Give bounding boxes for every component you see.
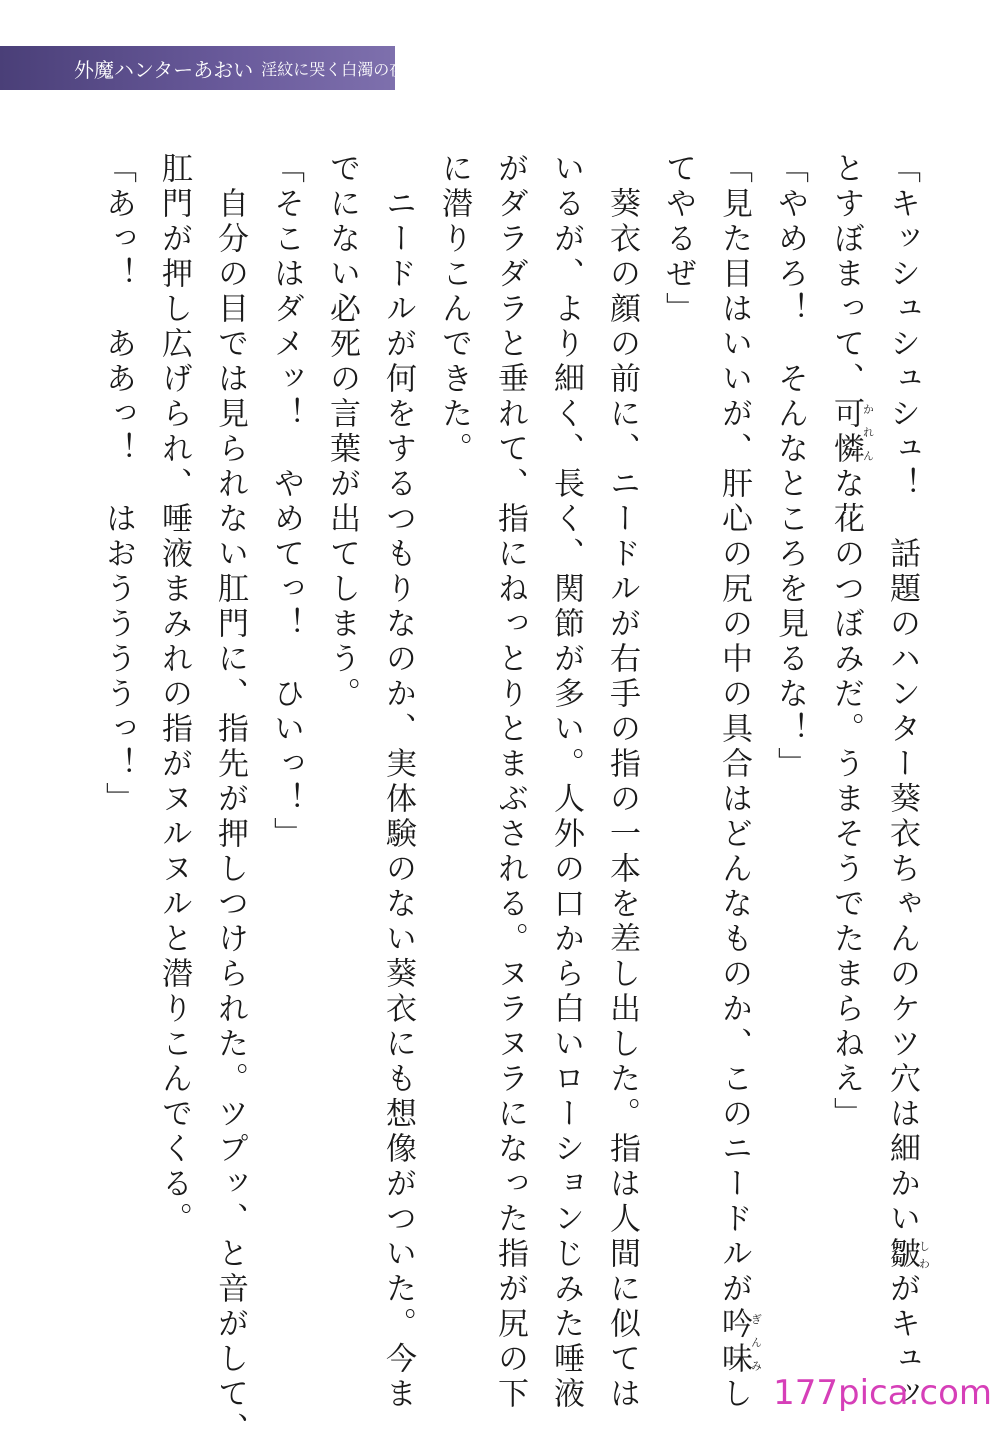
text-run: 肛門が押し広げられ、唾液まみれの指がヌルヌルと潜りこんでくる。 <box>156 152 192 1237</box>
text-run: いるが、より細く、長く、関節が多い。人外の口から白いローションじみた唾液 <box>548 152 584 1412</box>
text-run: とすぼまって、 <box>828 152 864 397</box>
text-run: ニードルが何をするつもりなのか、実体験のない葵衣にも想像がついた。今ま <box>380 152 416 1412</box>
text-run: 「見た目はいいが、肝心の尻の中の具合はどんなものか、このニードルが <box>716 152 752 1307</box>
text-line <box>370 152 426 1412</box>
text-line <box>426 152 482 1352</box>
text-run: に潜りこんできた。 <box>436 152 472 467</box>
text-run: がキュッ <box>884 1272 920 1412</box>
text-line <box>90 152 146 1352</box>
text-line <box>762 152 818 1352</box>
text-run: 「そこはダメッ！ やめてっ！ ひいっ！」 <box>268 152 304 852</box>
running-header <box>0 46 406 90</box>
text-run: がダラダラと垂れて、指にねっとりとまぶされる。ヌラヌラになった指が尻の下 <box>492 152 528 1412</box>
text-line <box>706 152 763 1412</box>
text-line <box>818 152 874 1352</box>
text-run: 「あっ！ ああっ！ はおううううっ！」 <box>100 152 136 817</box>
text-line <box>650 152 706 1352</box>
text-run: 自分の目では見られない肛門に、指先が押しつけられた。ツプッ、と音がして、 <box>212 152 248 1447</box>
book-title: 外魔ハンターあおい <box>74 57 254 82</box>
text-run: 葵衣の顔の前に、ニードルが右手の指の一本を差し出した。指は人間に似ては <box>604 152 640 1412</box>
text-line <box>314 152 370 1352</box>
text-line <box>538 152 594 1412</box>
text-run: な花のつぼみだ。うまそうでたまらねえ」 <box>828 467 864 1132</box>
text-line <box>482 152 538 1412</box>
ruby-word: 吟味ぎんみ <box>716 1307 763 1377</box>
text-run: 「キッシュシュシュ！ 話題のハンター葵衣ちゃんのケツ穴は細かい <box>884 152 920 1237</box>
ruby-reading: ぎんみ <box>749 1307 763 1377</box>
text-line <box>258 152 314 1352</box>
ruby-word: 可憐かれん <box>828 397 875 467</box>
text-run: し <box>716 1377 752 1412</box>
chapter-subtitle: 淫紋に哭く白濁の夜 <box>261 59 406 79</box>
text-line <box>146 152 202 1352</box>
text-line <box>202 152 258 1447</box>
ruby-reading: しわ <box>917 1237 931 1272</box>
ruby-word: 皺しわ <box>884 1237 931 1272</box>
text-run: でにない必死の言葉が出てしまう。 <box>324 152 360 712</box>
text-run: 「やめろ！ そんなところを見るな！」 <box>772 152 808 782</box>
text-line <box>594 152 650 1412</box>
watermark: 177pica.com <box>773 1373 992 1413</box>
ruby-reading: かれん <box>861 397 875 467</box>
text-run: てやるぜ」 <box>660 152 696 327</box>
text-line <box>874 152 931 1412</box>
